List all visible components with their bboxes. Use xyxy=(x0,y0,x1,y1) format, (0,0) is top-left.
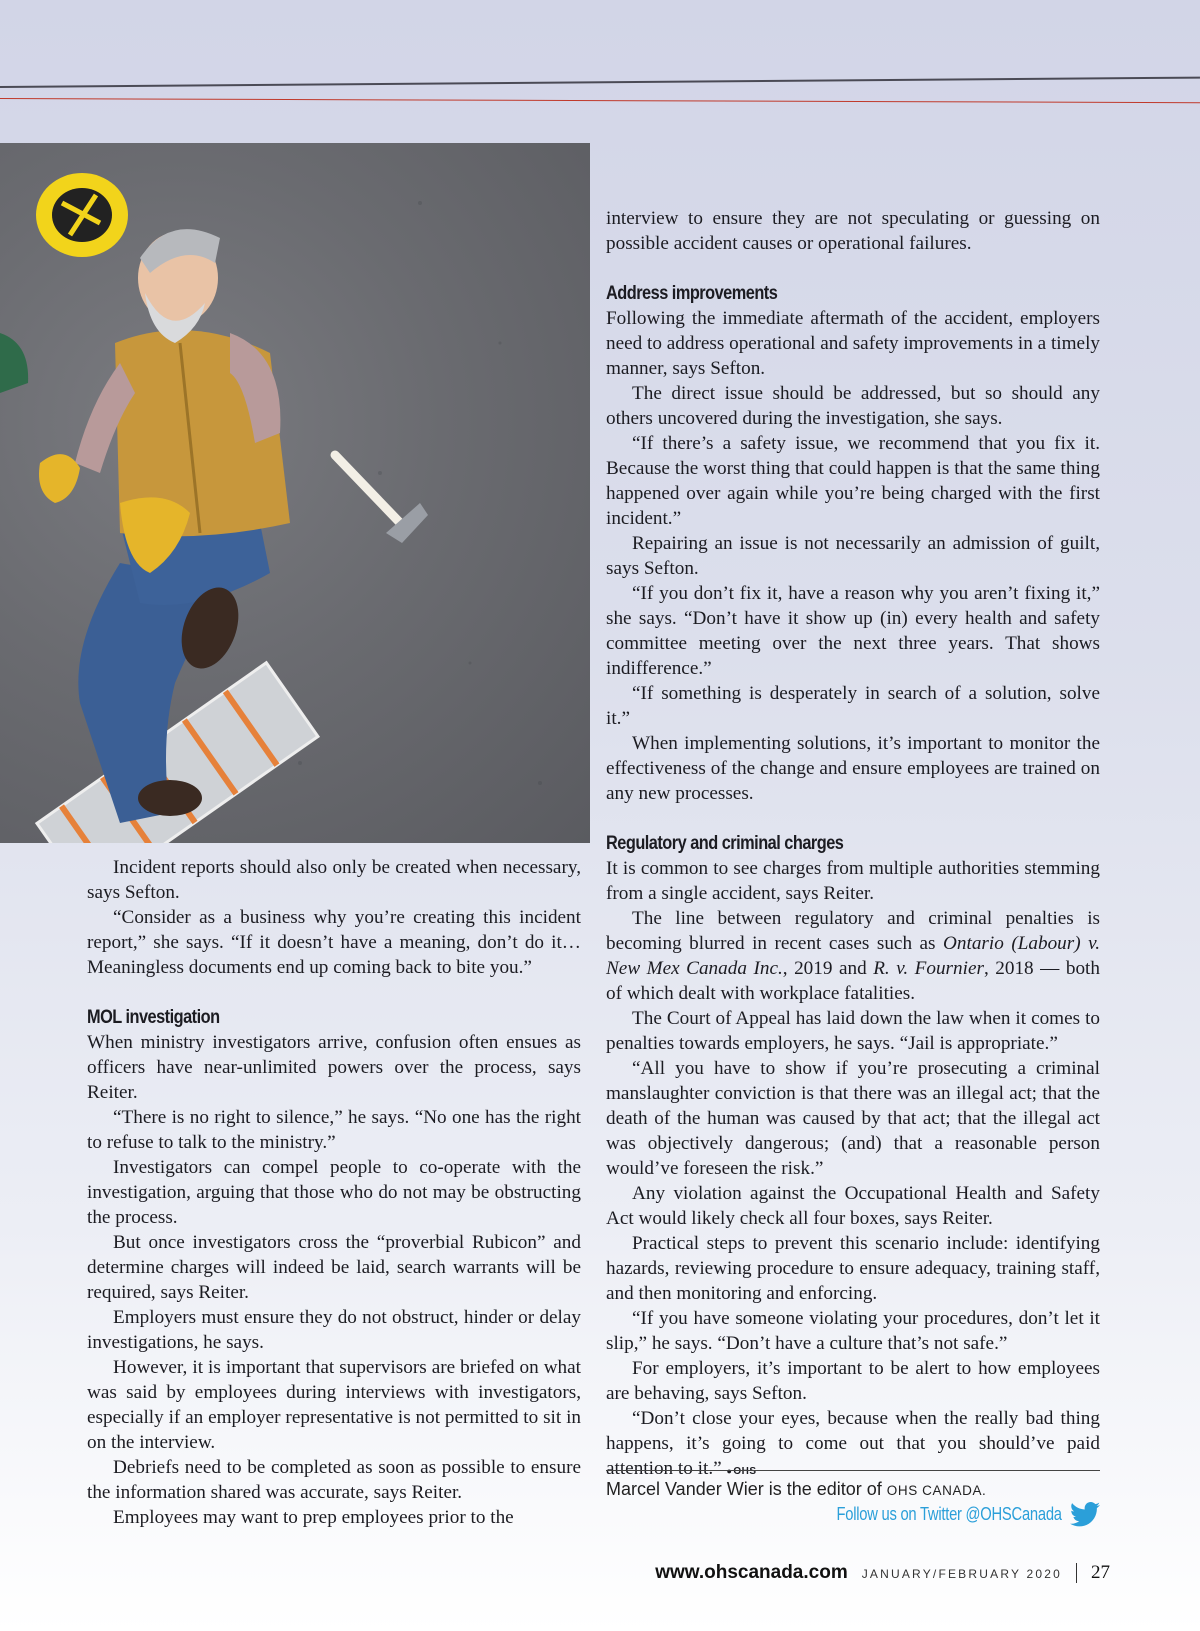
paragraph: However, it is important that supervisors are briefed on what was said by employees during interviews with investigators, especially if an employer representative is not permitted to sit in on the interview. xyxy=(87,1357,581,1453)
paragraph: “There is no right to silence,” he says. “No one has the right to refuse to talk to the ministry.” xyxy=(87,1107,581,1153)
author-bio: Marcel Vander Wier is the editor of OHS CANADA. xyxy=(606,1479,987,1499)
case-citation: Ontario (Labour) v. New Mex Canada Inc. xyxy=(606,933,1101,979)
paragraph: It is common to see charges from multiple authorities stemming from a single accident, says Reiter. xyxy=(606,858,1100,904)
hard-hat xyxy=(36,173,128,257)
paragraph: “If something is desperately in search of a solution, solve it.” xyxy=(606,683,1100,729)
page-footer xyxy=(655,1562,1110,1584)
article-photo-injured-worker xyxy=(0,143,590,843)
website-url[interactable]: www.ohscanada.com xyxy=(655,1562,848,1583)
paragraph: Following the immediate aftermath of the accident, employers need to address operational and safety improvements in a timely manner, says Sefton. xyxy=(606,308,1100,379)
twitter-label: Follow us on Twitter @OHSCanada xyxy=(836,1504,1062,1524)
page-number: 27 xyxy=(1091,1562,1110,1583)
paragraph-case-citations: The line between regulatory and criminal penalties is becoming blurred in recent cases such as Ontario (Labour) v. New Mex Canada Inc., 2019 and R. v. Fournier, 2018 — both of which dealt with workplace fatalities. xyxy=(606,908,1101,1004)
paragraph: interview to ensure they are not speculating or guessing on possible accident causes or operational failures. xyxy=(606,208,1100,254)
footer-divider xyxy=(1076,1563,1077,1583)
publication-name: OHS CANADA. xyxy=(886,1483,987,1498)
paragraph: Practical steps to prevent this scenario include: identifying hazards, reviewing procedure to ensure adequacy, training staff, and then monitoring and enforcing. xyxy=(606,1233,1100,1304)
paragraph: The Court of Appeal has laid down the law when it comes to penalties towards employers, he says. “Jail is appropriate.” xyxy=(606,1008,1100,1054)
paragraph: “If there’s a safety issue, we recommend that you fix it. Because the worst thing that could happen is that the same thing happened over again while you’re being charged with the first incident.” xyxy=(606,433,1100,529)
paragraph: “All you have to show if you’re prosecuting a criminal manslaughter conviction is that there was an illegal act; that the death of the human was caused by that act; that the illegal act was objectively dangerous; (and) that a reasonable person would’ve foreseen the risk.” xyxy=(606,1058,1100,1179)
bio-divider xyxy=(606,1470,1100,1471)
paragraph: “Consider as a business why you’re creating this incident report,” she says. “If it doesn’t have a meaning, don’t do it… Meaningless documents end up coming back to bite you.” xyxy=(87,907,581,978)
case-citation: R. v. Fournier xyxy=(873,958,984,979)
end-mark: ● OHS xyxy=(726,1466,756,1477)
paragraph: The direct issue should be addressed, but so should any others uncovered during the investigation, she says. xyxy=(606,383,1100,429)
paragraph: Any violation against the Occupational Health and Safety Act would likely check all four boxes, says Reiter. xyxy=(606,1183,1100,1229)
issue-date: JANUARY/FEBRUARY 2020 xyxy=(861,1567,1062,1581)
paragraph: When implementing solutions, it’s important to monitor the effectiveness of the change and ensure employees are trained on any new processes. xyxy=(606,733,1100,804)
paragraph: Employers must ensure they do not obstruct, hinder or delay investigations, he says. xyxy=(87,1307,581,1353)
paragraph: Repairing an issue is not necessarily an admission of guilt, says Sefton. xyxy=(606,533,1100,579)
paragraph: For employers, it’s important to be alert to how employees are behaving, says Sefton. xyxy=(606,1358,1100,1404)
paragraph: Investigators can compel people to co-operate with the investigation, arguing that those who do not may be obstructing the process. xyxy=(87,1157,581,1228)
paragraph: “If you have someone violating your procedures, don’t let it slip,” he says. “Don’t have a culture that’s not safe.” xyxy=(606,1308,1100,1354)
article-column-left xyxy=(87,855,581,1530)
article-column-right xyxy=(606,206,1100,1484)
paragraph: But once investigators cross the “proverbial Rubicon” and determine charges will indeed be laid, search warrants will be required, says Reiter. xyxy=(87,1232,581,1303)
hammer xyxy=(335,455,428,543)
twitter-follow-link[interactable] xyxy=(787,1502,1100,1527)
paragraph: “If you don’t fix it, have a reason why you aren’t fixing it,” she says. “Don’t have it show up (in) every health and safety committee meeting over the next three years. That shows indifference.” xyxy=(606,583,1100,679)
paragraph: Employees may want to prep employees prior to the xyxy=(113,1507,514,1528)
header-rule-gray xyxy=(0,77,1200,88)
paragraph: Incident reports should also only be created when necessary, says Sefton. xyxy=(87,857,581,903)
paragraph: When ministry investigators arrive, confusion often ensues as officers have near-unlimited powers over the process, says Reiter. xyxy=(87,1032,581,1103)
paragraph-final: “Don’t close your eyes, because when the really bad thing happens, it’s going to come out that you should’ve paid attention to it.” ● OHS xyxy=(606,1406,1100,1484)
twitter-bird-icon xyxy=(1070,1502,1100,1527)
section-heading-regulatory-charges: Regulatory and criminal charges xyxy=(606,833,844,854)
section-heading-mol-investigation: MOL investigation xyxy=(87,1007,220,1028)
paragraph: Debriefs need to be completed as soon as possible to ensure the information shared was accurate, says Reiter. xyxy=(87,1457,581,1503)
header-rule-red xyxy=(0,98,1200,103)
section-heading-address-improvements: Address improvements xyxy=(606,283,778,304)
